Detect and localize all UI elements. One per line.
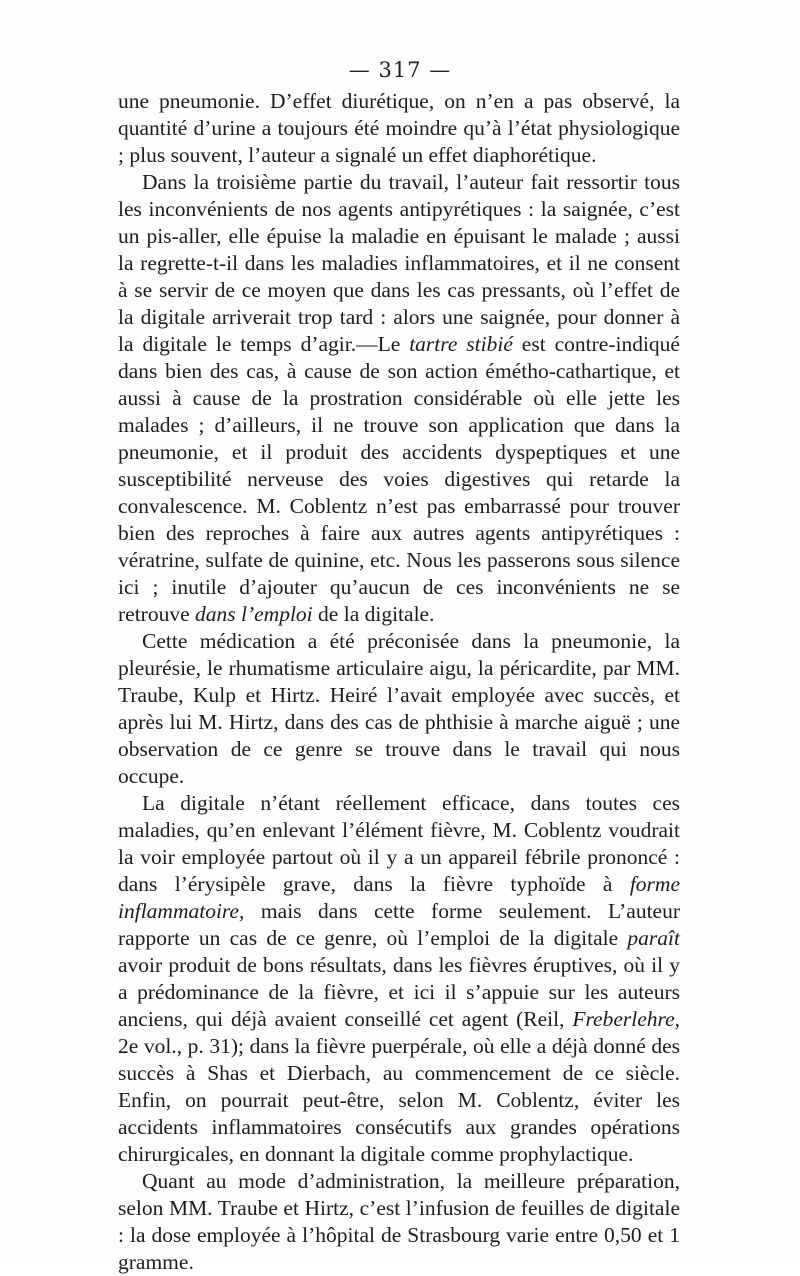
text-segment: une pneumonie. D’effet diurétique, on n’en a pas observé, la quantité d’urine a toujours été moindre qu’à l’état physiologique ; plus souvent, l’auteur a signalé un effet diaphorétique. bbox=[118, 89, 680, 167]
italic-text: forme inflammatoire, bbox=[118, 872, 680, 923]
italic-text: Freberlehre bbox=[572, 1007, 675, 1031]
italic-text: tartre stibié bbox=[409, 332, 513, 356]
body-text bbox=[118, 88, 680, 1276]
paragraph bbox=[118, 628, 680, 790]
text-segment: La digitale n’étant réellement efficace, dans toutes ces maladies, qu’en enlevant l’élément fièvre, M. Coblentz voudrait la voir employée partout où il y a un appareil fébrile prononcé : dans l’érysipèle grave, dans la fièvre typhoïde à bbox=[118, 791, 680, 896]
italic-text: paraît bbox=[627, 926, 680, 950]
paragraph bbox=[118, 88, 680, 169]
italic-text: dans l’emploi bbox=[195, 602, 313, 626]
paragraph bbox=[118, 1168, 680, 1276]
text-segment: , 2e vol., p. 31); dans la fièvre puerpérale, où elle a déjà donné des succès à Shas et Dierbach, au commencement de ce siècle. Enfin, on pourrait peut-être, selon M. Coblentz, éviter les accidents inflammatoires consécutifs aux grandes opérations chirurgicales, en donnant la digitale comme prophylactique. bbox=[118, 1007, 680, 1166]
paragraph bbox=[118, 790, 680, 1168]
paragraph bbox=[118, 169, 680, 628]
text-segment: est contre-indiqué dans bien des cas, à cause de son action émétho-cathartique, et aussi à cause de la prostration considérable où elle jette les malades ; d’ailleurs, il ne trouve son application que dans la pneumonie, et il produit des accidents dyspeptiques et une susceptibilité nerveuse des voies digestives qui retarde la convalescence. M. Coblentz n’est pas embarrassé pour trouver bien des reproches à faire aux autres agents antipyrétiques : vératrine, sulfate de quinine, etc. Nous les passerons sous silence ici ; inutile d’ajouter qu’aucun de ces inconvénients ne se retrouve bbox=[118, 332, 680, 626]
text-segment: Cette médication a été préconisée dans la pneumonie, la pleurésie, le rhumatisme articulaire aigu, la péricardite, par MM. Traube, Kulp et Hirtz. Heiré l’avait employée avec succès, et après lui M. Hirtz, dans des cas de phthisie à marche aiguë ; une observation de ce genre se trouve dans le travail qui nous occupe. bbox=[118, 629, 680, 788]
text-segment: Dans la troisième partie du travail, l’auteur fait ressortir tous les inconvénients de nos agents antipyrétiques : la saignée, c’est un pis-aller, elle épuise la maladie en épuisant le malade ; aussi la regrette-t-il dans les maladies inflammatoires, et il ne consent à se servir de ce moyen que dans les cas pressants, où l’effet de la digitale arriverait trop tard : alors une saignée, pour donner à la digitale le temps d’agir.—Le bbox=[118, 170, 680, 356]
page-number: — 317 — bbox=[348, 58, 452, 82]
text-segment: de la digitale. bbox=[312, 602, 435, 626]
text-segment: mais dans cette forme seulement. L’auteur rapporte un cas de ce genre, où l’emploi de la digitale bbox=[118, 899, 680, 950]
text-segment: Quant au mode d’administration, la meilleure préparation, selon MM. Traube et Hirtz, c’est l’infusion de feuilles de digitale : la dose employée à l’hôpital de Strasbourg varie entre 0,50 et 1 gramme. bbox=[118, 1169, 680, 1274]
text-segment: avoir produit de bons résultats, dans les fièvres éruptives, où il y a prédominance de la fièvre, et ici il s’appuie sur les auteurs anciens, qui déjà avaient conseillé cet agent (Reil, bbox=[118, 953, 680, 1031]
